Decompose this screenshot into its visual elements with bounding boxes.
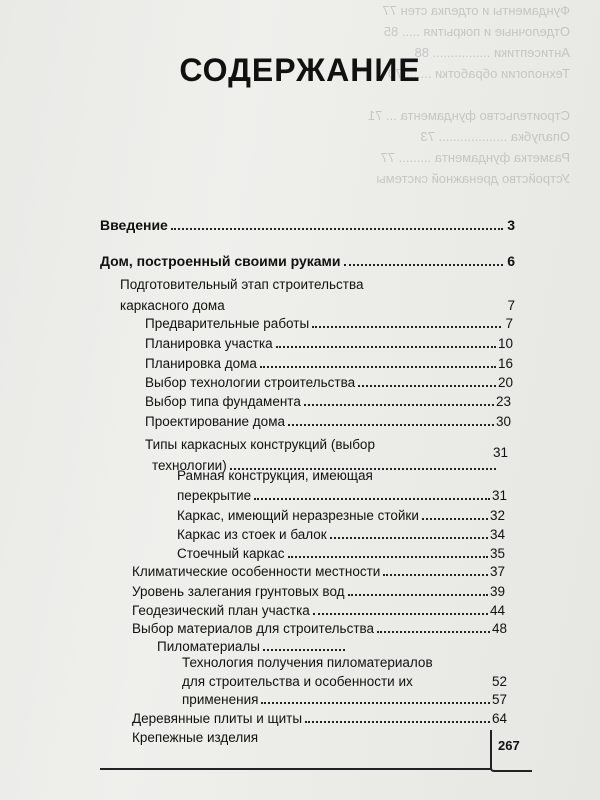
toc-entry [132,617,507,636]
dot-leader [288,556,488,558]
toc-entry-label: применения [182,692,259,707]
toc-entry [132,707,507,726]
toc-entry-page: 37 [489,564,505,579]
toc-entry [132,726,507,745]
toc-entry-page: 52 [491,674,507,689]
dot-leader [383,574,488,576]
toc-entry-page: 20 [497,375,513,390]
toc-entry [132,560,505,579]
dot-leader [422,518,488,520]
toc-entry-label: каркасного дома [120,298,225,313]
dot-leader [261,702,490,704]
toc-entry-label: Крепежные изделия [132,730,259,745]
toc-entry-label: Пиломатериалы [157,639,260,654]
toc-entry [145,390,511,409]
page-number: 267 [498,738,520,753]
toc-entry-page: 10 [497,336,513,351]
toc-entry-label: Технология получения пиломатериалов [182,655,433,670]
dot-leader [358,385,496,387]
dot-leader [344,264,504,266]
toc-entry-page: 32 [489,508,505,523]
toc-entry-page: 48 [491,621,507,636]
toc-entry-page: 31 [492,445,508,460]
toc-entry-page: 23 [495,394,511,409]
toc-entry-label: Рамная конструкция, имеющая [177,468,373,483]
toc-entry-label: Уровень залегания грунтовых вод [132,584,345,599]
toc-entry-page: 7 [507,298,515,313]
dot-leader [276,346,496,348]
dot-leader [312,326,501,328]
toc-entry [100,250,515,269]
toc-entry-label: Каркас, имеющий неразрезные стойки [177,508,419,523]
toc-entry-label: Стоечный каркас [177,546,285,561]
toc-entry [182,688,507,707]
toc-entry-page: 7 [505,316,513,331]
dot-leader [171,228,503,230]
toc-entry-page: 6 [507,253,515,269]
footer-rule [100,768,492,770]
toc-entry-page: 16 [497,356,513,371]
toc-entry [145,371,513,390]
toc-entry-label: Планировка дома [145,356,257,371]
toc-entry-page: 44 [489,603,505,618]
toc-entry-label: Дом, построенный своими руками [100,253,341,269]
toc-entry [177,484,507,503]
toc-entry-label: технологии) [152,458,227,473]
dot-leader [348,594,488,596]
dot-leader [260,366,496,368]
toc-entry [145,352,513,371]
toc-entry-label: перекрытие [177,488,252,503]
dot-leader [313,613,488,615]
toc-entry [145,312,513,331]
toc-entry [177,542,505,561]
toc-entry-page: 64 [491,711,507,726]
toc-entry-label: Климатические особенности местности [132,564,381,579]
toc-entry [132,580,505,599]
toc-entry [182,651,507,670]
toc-entry [120,273,515,292]
dot-leader [377,631,490,633]
toc-entry-label: Геодезический план участка [132,603,310,618]
toc-entry-label: Предварительные работы [145,316,310,331]
toc-entry-label: Планировка участка [145,336,273,351]
toc-entry-page: 30 [495,414,511,429]
toc-entry [132,599,505,618]
page-title: СОДЕРЖАНИЕ [179,52,421,88]
toc-entry [120,294,515,313]
dot-leader [288,424,494,426]
dot-leader [304,404,494,406]
toc-entry [100,214,515,233]
toc-entry-label: Проектирование дома [145,414,285,429]
toc-entry-page: 35 [489,546,505,561]
toc-entry-label: Выбор типа фундамента [145,394,301,409]
dot-leader [305,721,490,723]
toc-entry-page: 3 [507,217,515,233]
toc-entry-label: Деревянные плиты и щиты [132,711,303,726]
toc-entry-label: Выбор технологии строительства [145,375,356,390]
toc-entry [145,410,511,429]
toc-entry-page: 31 [491,488,507,503]
toc-entry-label: Подготовительный этап строительства [120,277,364,292]
toc-entry [145,332,513,351]
toc-entry-label: Типы каркасных конструкций (выбор [145,437,375,452]
toc-entry-label: Выбор материалов для строительства [132,621,375,636]
toc-entry [177,523,505,542]
toc-entry-label: для строительства и особенности их [182,674,413,689]
toc-entry [182,670,507,689]
toc-entry-page: 39 [489,584,505,599]
toc-entry-label: Введение [100,217,168,233]
toc-entry-page: 34 [489,527,505,542]
dot-leader [254,498,490,500]
toc-entry-page: 57 [491,692,507,707]
dot-leader [330,537,488,539]
toc-entry [177,464,507,483]
toc-entry-label: Каркас из стоек и балок [177,527,327,542]
bleed-through-text: Фундаменты и отделка стен 77 Отделочные и покрытия ..... 85 Антисептики ................ 88 Технологии обработки ....... 70 Строительство фундамента ... 71 Опалубка ................... 73 Разметка фундамента ......... 77 Устройство дренажной системы [367,3,570,186]
toc-entry [177,504,505,523]
